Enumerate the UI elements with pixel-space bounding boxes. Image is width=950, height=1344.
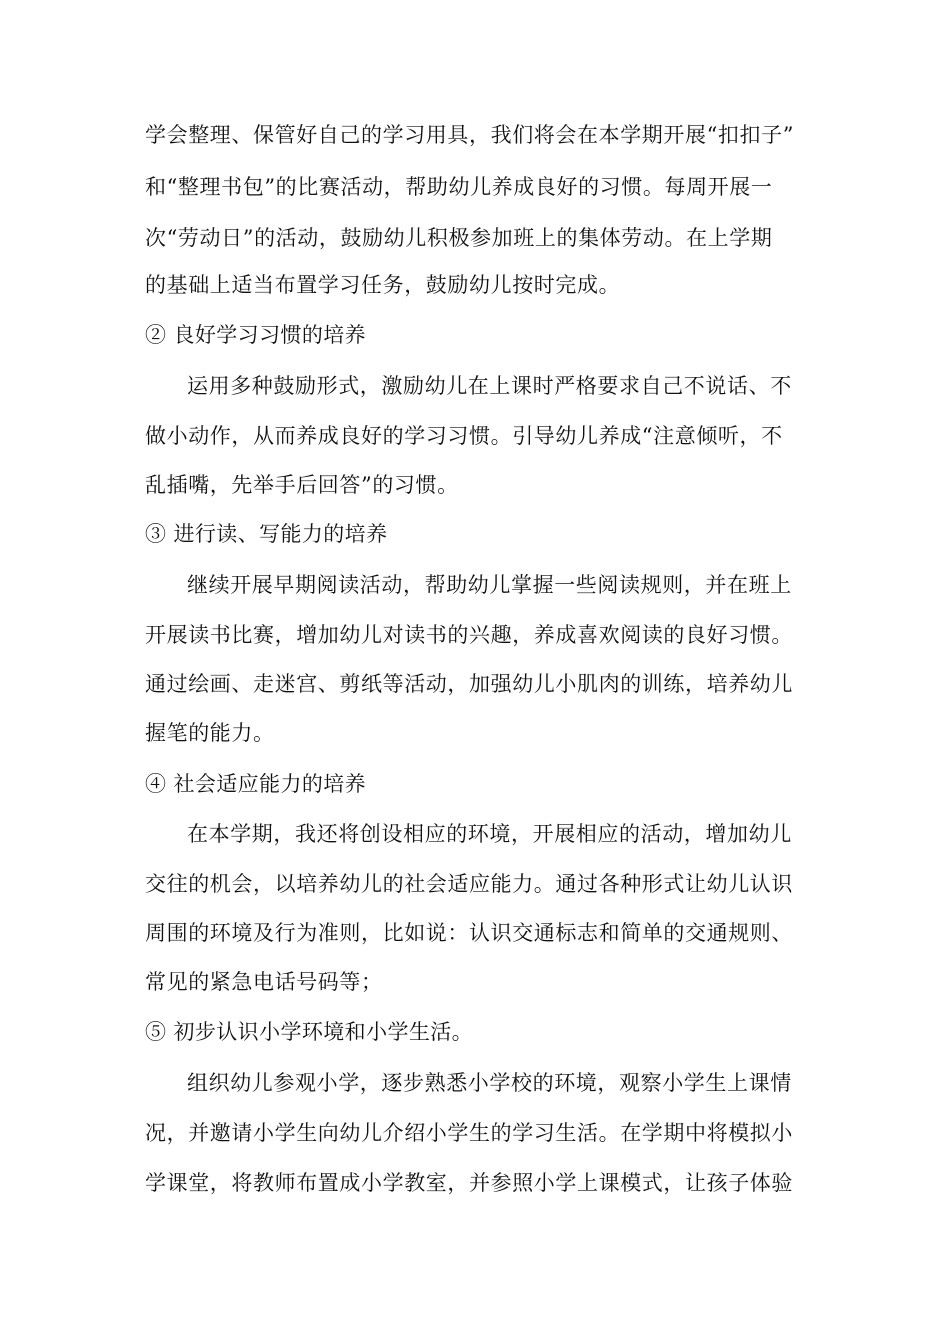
paragraph-line: 继续开展早期阅读活动，帮助幼儿掌握一些阅读规则，并在班上 (187, 573, 792, 597)
section-heading-3: ③ 进行读、写能力的培养 (145, 522, 388, 546)
paragraph-line: 和“整理书包”的比赛活动，帮助幼儿养成良好的习惯。每周开展一 (145, 175, 773, 199)
paragraph-line: 在本学期，我还将创设相应的环境，开展相应的活动，增加幼儿 (187, 822, 792, 846)
paragraph-line: 学课堂，将教师布置成小学教室，并参照小学上课模式，让孩子体验 (145, 1171, 793, 1195)
paragraph-line: 运用多种鼓励形式，激励幼儿在上课时严格要求自己不说话、不 (187, 374, 792, 398)
paragraph-line: 交往的机会，以培养幼儿的社会适应能力。通过各种形式让幼儿认识 (145, 872, 793, 896)
section-heading-2: ② 良好学习习惯的培养 (145, 323, 367, 347)
paragraph-line: 次“劳动日”的活动，鼓励幼儿积极参加班上的集体劳动。在上学期 (145, 226, 773, 250)
paragraph-line: 做小动作，从而养成良好的学习习惯。引导幼儿养成“注意倾听，不 (145, 424, 783, 448)
section-heading-5: ⑤ 初步认识小学环境和小学生活。 (145, 1020, 474, 1044)
paragraph-line: 的基础上适当布置学习任务，鼓励幼儿按时完成。 (145, 273, 621, 297)
paragraph-line: 乱插嘴，先举手后回答”的习惯。 (145, 473, 459, 497)
paragraph-line: 开展读书比赛，增加幼儿对读书的兴趣，养成喜欢阅读的良好习惯。 (145, 623, 793, 647)
paragraph-line: 学会整理、保管好自己的学习用具，我们将会在本学期开展“扣扣子” (145, 123, 795, 147)
paragraph-line: 周围的环境及行为准则，比如说：认识交通标志和简单的交通规则、 (145, 921, 793, 945)
paragraph-line: 握笔的能力。 (145, 721, 275, 745)
paragraph-line: 组织幼儿参观小学，逐步熟悉小学校的环境，观察小学生上课情 (187, 1071, 792, 1095)
paragraph-line: 况，并邀请小学生向幼儿介绍小学生的学习生活。在学期中将模拟小 (145, 1121, 793, 1145)
paragraph-line: 通过绘画、走迷宫、剪纸等活动，加强幼儿小肌肉的训练，培养幼儿 (145, 672, 793, 696)
section-heading-4: ④ 社会适应能力的培养 (145, 772, 367, 796)
paragraph-line: 常见的紧急电话号码等； (145, 970, 383, 994)
